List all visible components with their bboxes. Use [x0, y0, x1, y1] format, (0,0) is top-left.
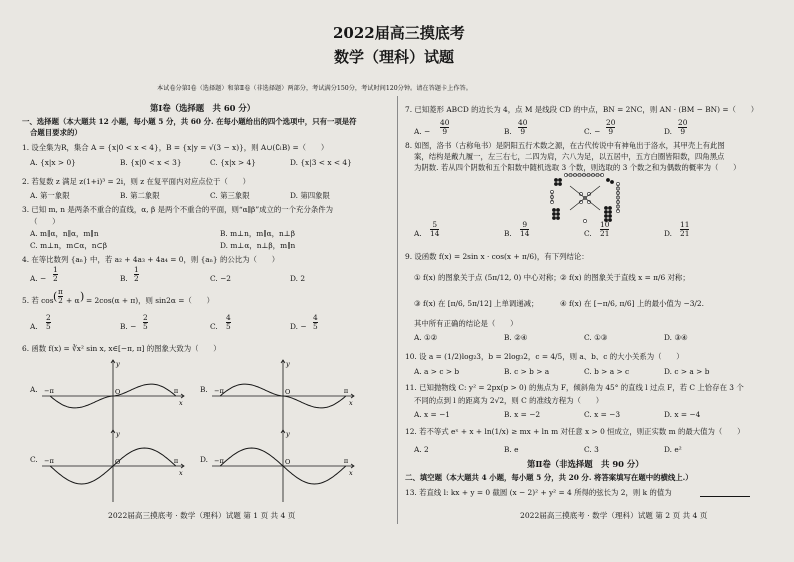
luoshu-dot-eight [604, 210, 607, 213]
q11-stem-line1: 11. 已知抛物线 C: y² = 2px(p > 0) 的焦点为 F，倾斜角为 45° 的直线 l 过点 F，若 C 上恰存在 3 个 [405, 383, 744, 392]
q5-stem-end: = 2cos(α + π)，则 sin2α =（ ） [86, 296, 214, 305]
luoshu-dot-two [606, 178, 609, 181]
q11-stem-line2: 不同的点到 l 的距离为 2√2，则 C 的准线方程为（ ） [414, 396, 604, 405]
q6-graph-a [38, 356, 188, 436]
tick-label-pi: π [173, 387, 179, 395]
q5-paren-close: ) [80, 290, 85, 303]
tick-label-neg-pi: −π [44, 457, 54, 465]
fraction-denominator: 21 [680, 228, 690, 238]
q5-option-c-fraction [226, 314, 231, 331]
q6-option-d: D. [200, 455, 209, 464]
q9-statement-3: ③ f(x) 在 [π/6, 5π/12] 上单调递减； [414, 299, 539, 308]
fraction-numerator: 4 [226, 313, 231, 322]
x-axis-label: x [349, 399, 353, 407]
left-page-footer: 2022届高三摸底考 · 数学（理科）试题 第 1 页 共 4 页 [108, 511, 296, 520]
page-divider [397, 96, 398, 524]
q12-option-b: B. e [504, 445, 519, 454]
x-axis-label: x [349, 469, 353, 477]
luoshu-dot-eight [604, 206, 607, 209]
q9-option-b: B. ②④ [504, 333, 528, 342]
section1-title-line2: 合题目要求的） [30, 128, 82, 137]
fraction-denominator: 9 [520, 126, 526, 136]
q1-option-a: A. {x|x > 0} [30, 158, 76, 167]
luoshu-dot-eight [604, 214, 607, 217]
luoshu-dot-eight [608, 210, 611, 213]
exam-subtitle: 数学（理科）试题 [334, 48, 455, 66]
luoshu-dot-two [610, 180, 613, 183]
q5-plus-alpha: + α [66, 296, 80, 305]
tick-label-pi: π [343, 387, 349, 395]
fraction-denominator: 2 [134, 273, 139, 283]
q8-option-a-fraction [430, 221, 439, 238]
q13-stem: 13. 若直线 l: kx + y = 0 截圆 (x − 2)² + y² = 4 所得的弦长为 2，则 k 的值为 [405, 488, 672, 497]
q6-graph-d [208, 426, 358, 506]
fraction-numerator: 1 [53, 265, 58, 274]
q11-option-d: D. x = −4 [664, 410, 701, 419]
q3-option-b: B. m⊥n，m∥α，n⊥β [220, 229, 296, 238]
q9-statement-1: ① f(x) 的图象关于点 (5π/12, 0) 中心对称； [414, 273, 561, 282]
q8-option-c-fraction [600, 221, 609, 238]
y-axis-label: y [286, 360, 290, 368]
fraction-numerator: 20 [606, 118, 616, 127]
q8-option-b-fraction [520, 221, 529, 238]
q4-option-d: D. 2 [290, 274, 306, 283]
q12-option-a: A. 2 [414, 445, 429, 454]
luoshu-dot-one [583, 219, 586, 222]
fraction-denominator: 2 [58, 295, 63, 305]
q8-stem-line1: 8. 如图，洛书（古称龟书）是阴阳五行术数之源，在古代传说中有神龟出于洛水，其甲壳上有此图 [405, 141, 725, 150]
q3-option-c: C. m⊥n，m⊂α，n⊂β [30, 241, 108, 250]
q10-option-d: D. c > a > b [664, 367, 710, 376]
fraction-denominator: 5 [46, 321, 51, 331]
q12-option-c: C. 3 [584, 445, 599, 454]
q7-stem: 7. 已知菱形 ABCD 的边长为 4，点 M 是线段 CD 的中点，BN = 2NC，则 AN · (BM − BN) =（ ） [405, 105, 759, 114]
q10-option-b: B. c > b > a [504, 367, 550, 376]
q5-option-b: B. − [120, 322, 137, 331]
tick-label-neg-pi: −π [44, 387, 54, 395]
fraction-numerator: 40 [440, 118, 450, 127]
fraction-numerator: 10 [600, 220, 610, 229]
fraction-numerator: 2 [143, 313, 148, 322]
q1-option-d: D. {x|3 < x < 4} [290, 158, 352, 167]
q4-option-b: B. [120, 274, 128, 283]
luoshu-dot-six [556, 212, 559, 215]
q3-stem-line2: （ ） [30, 217, 60, 226]
luoshu-dot-eight [608, 206, 611, 209]
fraction-numerator: 9 [522, 220, 528, 229]
fraction-numerator: 2 [46, 313, 51, 322]
q7-option-a-fraction [440, 119, 449, 136]
q6-option-a: A. [30, 385, 38, 394]
q4-option-a: A. − [30, 274, 47, 283]
luoshu-dot-six [552, 208, 555, 211]
q8-stem-line3: 为阴数. 若从四个阴数和五个阳数中随机选取 3 个数，则选取的 3 个数之和为偶数的概率为（ ） [414, 163, 741, 172]
fraction-denominator: 2 [53, 273, 58, 283]
luoshu-dot-four [554, 182, 557, 185]
q8-option-b: B. [504, 229, 512, 238]
exam-title: 2022届高三摸底考 [333, 24, 465, 42]
x-axis-label: x [179, 399, 183, 407]
q2-stem: 2. 若复数 z 满足 z(1+i)³ = 2i，则 z 在复平面内对应点位于（ ） [22, 177, 250, 186]
q10-option-c: C. b > a > c [584, 367, 630, 376]
q9-statement-2: ② f(x) 的图象关于直线 x = π/6 对称； [560, 273, 690, 282]
q7-option-c-fraction [606, 119, 615, 136]
fraction-denominator: 9 [442, 126, 448, 136]
q1-option-b: B. {x|0 < x < 3} [120, 158, 182, 167]
fraction-numerator: 40 [518, 118, 528, 127]
part2-title: 第Ⅱ卷（非选择题 共 90 分） [527, 459, 644, 469]
origin-label: O [115, 458, 121, 466]
q5-option-b-fraction [143, 314, 148, 331]
q5-option-d: D. − [290, 322, 307, 331]
q2-option-b: B. 第二象限 [120, 191, 160, 200]
fraction-numerator: 5 [432, 220, 438, 229]
y-axis-label: y [116, 360, 120, 368]
q3-option-a: A. m∥α，n∥α，m∥n [30, 229, 99, 238]
tick-label-neg-pi: −π [214, 387, 224, 395]
q13-answer-blank[interactable] [700, 496, 750, 497]
luoshu-dot-four [554, 178, 557, 181]
fraction-numerator: 20 [678, 118, 688, 127]
q5-paren-open: ( [53, 290, 58, 303]
q9-stem: 9. 设函数 f(x) = 2sin x · cos(x + π/6)，有下列结论： [405, 252, 589, 261]
q5-stem-start: 5. 若 cos [22, 296, 54, 305]
q8-option-c: C. [584, 229, 592, 238]
y-axis-label: y [116, 430, 120, 438]
q2-option-c: C. 第三象限 [210, 191, 250, 200]
q2-option-a: A. 第一象限 [30, 191, 70, 200]
q3-stem-line1: 3. 已知 m, n 是两条不重合的直线，α, β 是两个不重合的平面，则“α∥β”成立的一个充分条件为 [22, 205, 334, 214]
fraction-denominator: 5 [313, 321, 318, 331]
luoshu-dot-six [556, 208, 559, 211]
q8-option-d-fraction [680, 221, 689, 238]
q12-stem: 12. 若不等式 eˣ + x + ln(1/x) ≥ mx + ln m 对任意 x > 0 恒成立，则正实数 m 的最大值为（ ） [405, 427, 745, 436]
origin-label: O [285, 388, 291, 396]
q8-option-d: D. [664, 229, 673, 238]
fraction-denominator: 14 [520, 228, 530, 238]
luoshu-diagram [548, 172, 622, 224]
section2-title: 二、填空题（本大题共 4 小题，每小题 5 分，共 20 分. 将答案填写在题中的横线上.） [405, 473, 693, 482]
q10-option-a: A. a > c > b [414, 367, 460, 376]
exam-note: 本试卷分第Ⅰ卷（选择题）和第Ⅱ卷（非选择题）两部分，考试满分150分，考试时间120分钟。请在答题卡上作答。 [157, 85, 472, 92]
fraction-numerator: 4 [313, 313, 318, 322]
q7-option-a: A. − [414, 127, 431, 136]
q9-statement-4: ④ f(x) 在 [−π/6, π/6] 上的最小值为 −3/2. [560, 299, 704, 308]
fraction-denominator: 5 [143, 321, 148, 331]
fraction-denominator: 14 [430, 228, 440, 238]
q3-option-d: D. m⊥α，n⊥β，m∥n [220, 241, 296, 250]
q1-stem: 1. 设全集为R，集合 A = {x|0 < x < 4}，B = {x|y = √(3 − x)}，则 A∪(∁ₗB) =（ ） [22, 143, 329, 152]
q7-option-d: D. [664, 127, 673, 136]
q2-option-d: D. 第四象限 [290, 191, 330, 200]
q5-stem-fraction [58, 288, 63, 305]
q9-option-d: D. ③④ [664, 333, 688, 342]
q6-stem: 6. 函数 f(x) = ∛x² sin x, x∈[−π, π] 的图象大致为（ ） [22, 344, 221, 353]
x-axis-label: x [179, 469, 183, 477]
right-page-footer: 2022届高三摸底考 · 数学（理科）试题 第 2 页 共 4 页 [520, 511, 708, 520]
q12-option-d: D. e² [664, 445, 682, 454]
q6-graph-b [208, 356, 358, 436]
q4-option-b-fraction [134, 266, 139, 283]
fraction-denominator: 9 [680, 126, 686, 136]
q9-option-a: A. ①② [414, 333, 438, 342]
fraction-numerator: 1 [134, 265, 139, 274]
fraction-denominator: 21 [600, 228, 610, 238]
luoshu-dot-six [552, 212, 555, 215]
luoshu-dot-eight [608, 214, 611, 217]
q9-option-c: C. ①③ [584, 333, 608, 342]
q7-option-b: B. [504, 127, 512, 136]
fraction-numerator: π [58, 287, 63, 296]
q5-option-a-fraction [46, 314, 51, 331]
part1-title: 第Ⅰ卷（选择题 共 60 分） [150, 103, 256, 113]
tick-label-neg-pi: −π [214, 457, 224, 465]
tick-label-pi: π [343, 457, 349, 465]
luoshu-dot-four [558, 182, 561, 185]
q5-option-c: C. [210, 322, 218, 331]
q5-option-d-fraction [313, 314, 318, 331]
q11-option-a: A. x = −1 [414, 410, 450, 419]
q7-option-d-fraction [678, 119, 687, 136]
q11-option-b: B. x = −2 [504, 410, 541, 419]
q4-option-c: C. −2 [210, 274, 231, 283]
fraction-denominator: 5 [226, 321, 231, 331]
luoshu-dot-six [552, 216, 555, 219]
q7-option-b-fraction [518, 119, 527, 136]
q1-option-c: C. {x|x > 4} [210, 158, 256, 167]
luoshu-dot-four [558, 178, 561, 181]
q4-option-a-fraction [53, 266, 58, 283]
q6-option-b: B. [200, 385, 208, 394]
q8-option-a: A. [414, 229, 422, 238]
y-axis-label: y [286, 430, 290, 438]
luoshu-dot-six [556, 216, 559, 219]
fraction-numerator: 11 [680, 220, 690, 229]
fraction-denominator: 9 [608, 126, 614, 136]
q6-graph-c [38, 426, 188, 506]
tick-label-pi: π [173, 457, 179, 465]
origin-label: O [285, 458, 291, 466]
section1-title-line1: 一、选择题（本大题共 12 小题，每小题 5 分，共 60 分. 在每小题给出的四个选项中，只有一项是符 [22, 117, 357, 126]
q7-option-c: C. − [584, 127, 601, 136]
q6-option-c: C. [30, 455, 38, 464]
q11-option-c: C. x = −3 [584, 410, 621, 419]
q10-stem: 10. 设 a = (1/2)log₂3，b = 2log₃2，c = 4/5，则 a、b、c 的大小关系为（ ） [405, 352, 684, 361]
q9-tail: 其中所有正确的结论是（ ） [414, 319, 518, 328]
q5-option-a: A. [30, 322, 38, 331]
origin-label: O [115, 388, 121, 396]
q4-stem: 4. 在等比数列 {aₙ} 中，若 a₂ + 4a₃ + 4a₄ = 0，则 {aₙ} 的公比为（ ） [22, 255, 280, 264]
q8-stem-line2: 案，结构是戴九履一，左三右七，二四为肩，六八为足，以五居中，五方白圈皆阳数，四角黑点 [414, 152, 725, 161]
